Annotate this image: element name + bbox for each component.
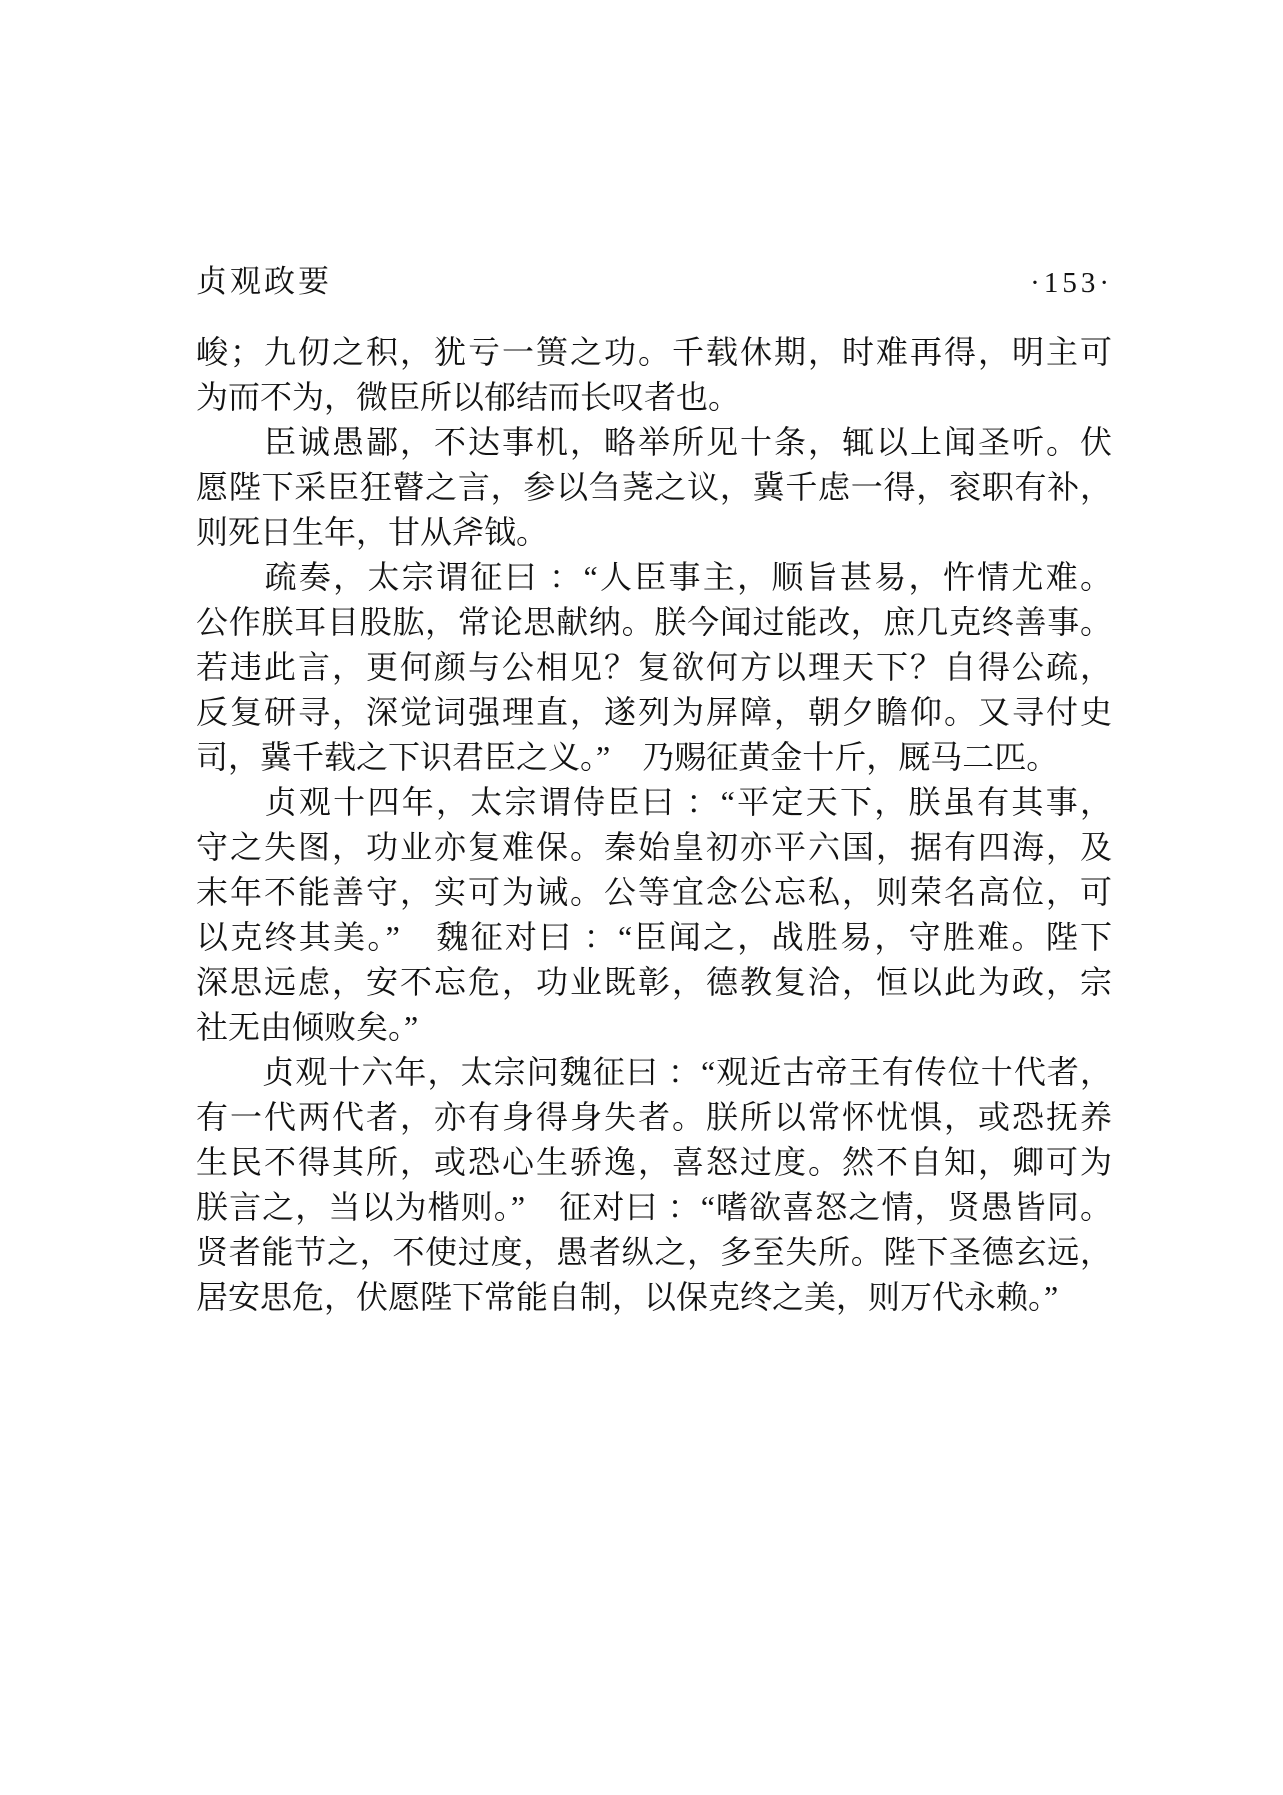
text-line: 则死日生年，甘从斧钺。 [196, 514, 549, 550]
text-line: 司，冀千载之下识君臣之义。” 乃赐征黄金十斤，厩马二匹。 [196, 739, 1059, 775]
text-line: 愿陛下采臣狂瞽之言，参以刍荛之议，冀千虑一得，衮职有补， [196, 469, 1112, 505]
book-title: 贞观政要 [196, 264, 332, 299]
text-line: 贞观十四年，太宗谓侍臣曰 ：“平定天下，朕虽有其事， [196, 784, 1112, 820]
text-line: 峻；九仞之积，犹亏一篑之功。千载休期，时难再得，明主可 [196, 334, 1112, 370]
text-line: 居安思危，伏愿陛下常能自制，以保克终之美，则万代永赖。” [196, 1279, 1059, 1315]
text-line: 以克终其美。” 魏征对曰 ：“臣闻之，战胜易，守胜难。陛下 [196, 919, 1112, 955]
text-body [196, 330, 1112, 1320]
text-line: 社无由倾败矣。” [196, 1009, 419, 1045]
text-line: 深思远虑，安不忘危，功业既彰，德教复洽，恒以此为政，宗 [196, 964, 1112, 1000]
text-line: 末年不能善守，实可为诫。公等宜念公忘私，则荣名高位，可 [196, 874, 1112, 910]
text-line: 反复研寻，深觉词强理直，遂列为屏障，朝夕瞻仰。又寻付史 [196, 694, 1112, 730]
text-line: 臣诚愚鄙，不达事机，略举所见十条，辄以上闻圣听。伏 [196, 424, 1112, 460]
text-line: 为而不为，微臣所以郁结而长叹者也。 [196, 379, 741, 415]
text-line: 守之失图，功业亦复难保。秦始皇初亦平六国，据有四海，及 [196, 829, 1112, 865]
text-line: 贤者能节之，不使过度，愚者纵之，多至失所。陛下圣德玄远， [196, 1234, 1112, 1270]
text-line: 贞观十六年，太宗问魏征曰 ：“观近古帝王有传位十代者， [196, 1054, 1112, 1090]
text-line: 疏奏，太宗谓征曰 ：“人臣事主，顺旨甚易，忤情尤难。 [196, 559, 1112, 595]
text-line: 朕言之，当以为楷则。” 征对曰 ：“嗜欲喜怒之情，贤愚皆同。 [196, 1189, 1112, 1225]
page-number: ·153· [1030, 267, 1113, 299]
text-line: 生民不得其所，或恐心生骄逸，喜怒过度。然不自知，卿可为 [196, 1144, 1112, 1180]
text-line: 公作朕耳目股肱，常论思献纳。朕今闻过能改，庶几克终善事。 [196, 604, 1112, 640]
running-header [196, 262, 1113, 303]
text-line: 有一代两代者，亦有身得身失者。朕所以常怀忧惧，或恐抚养 [196, 1099, 1112, 1135]
text-line: 若违此言，更何颜与公相见？复欲何方以理天下？自得公疏， [196, 649, 1112, 685]
